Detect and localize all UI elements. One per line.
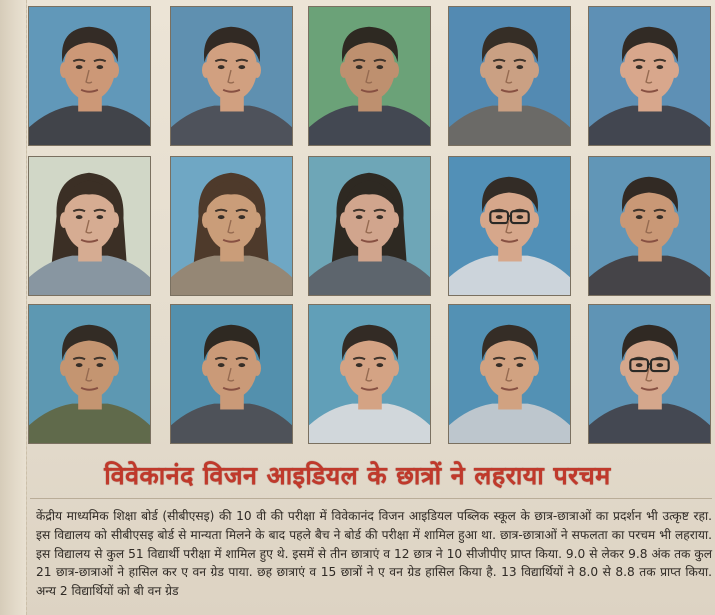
student-photo xyxy=(170,6,293,146)
student-photo xyxy=(588,6,711,146)
student-photo xyxy=(170,156,293,296)
student-photo xyxy=(448,6,571,146)
student-photo xyxy=(588,304,711,444)
headline-divider xyxy=(30,498,712,499)
student-photo xyxy=(308,6,431,146)
student-photo xyxy=(308,304,431,444)
page-fold-margin xyxy=(0,0,27,615)
student-photo xyxy=(28,156,151,296)
article-body xyxy=(36,507,712,601)
student-photo xyxy=(170,304,293,444)
student-photo xyxy=(588,156,711,296)
headline: विवेकानंद विजन आइडियल के छात्रों ने लहराया परचम xyxy=(104,461,611,490)
student-photo xyxy=(448,156,571,296)
student-photo xyxy=(448,304,571,444)
student-photo xyxy=(308,156,431,296)
student-photo-grid xyxy=(28,6,712,454)
article-paragraph: केंद्रीय माध्यमिक शिक्षा बोर्ड (सीबीएसइ) की 10 वी की परीक्षा में विवेकानंद विजन आइडियल पब्लिक स्कूल के छात्र-छात्राओं का प्रदर्शन भी उत्कृष्ट रहा. इस विद्यालय को सीबीएसइ बोर्ड से मान्यता मिलने के बाद पहले बैच ने बोर्ड की परीक्षा में शामिल हुआ था. छात्र-छात्राओं ने सफलता का परचम भी लहराया. इस विद्यालय से कुल 51 विद्यार्थी परीक्षा में शामिल हुए थे. इसमें से तीन छात्राएं व 12 छात्र ने 10 सीजीपीए प्राप्त किया. 9.0 से लेकर 9.8 अंक तक कुल 21 छात्र-छात्राओं ने हासिल कर ए वन ग्रेड पाया. छह छात्राएं व 15 छात्रों ने ए वन ग्रेड हासिल किया है. 13 विद्यार्थियों ने 8.0 से 8.8 तक प्राप्त किया. अन्य 2 विद्यार्थियों को बी वन ग्रेड xyxy=(36,509,712,599)
student-photo xyxy=(28,6,151,146)
student-photo xyxy=(28,304,151,444)
